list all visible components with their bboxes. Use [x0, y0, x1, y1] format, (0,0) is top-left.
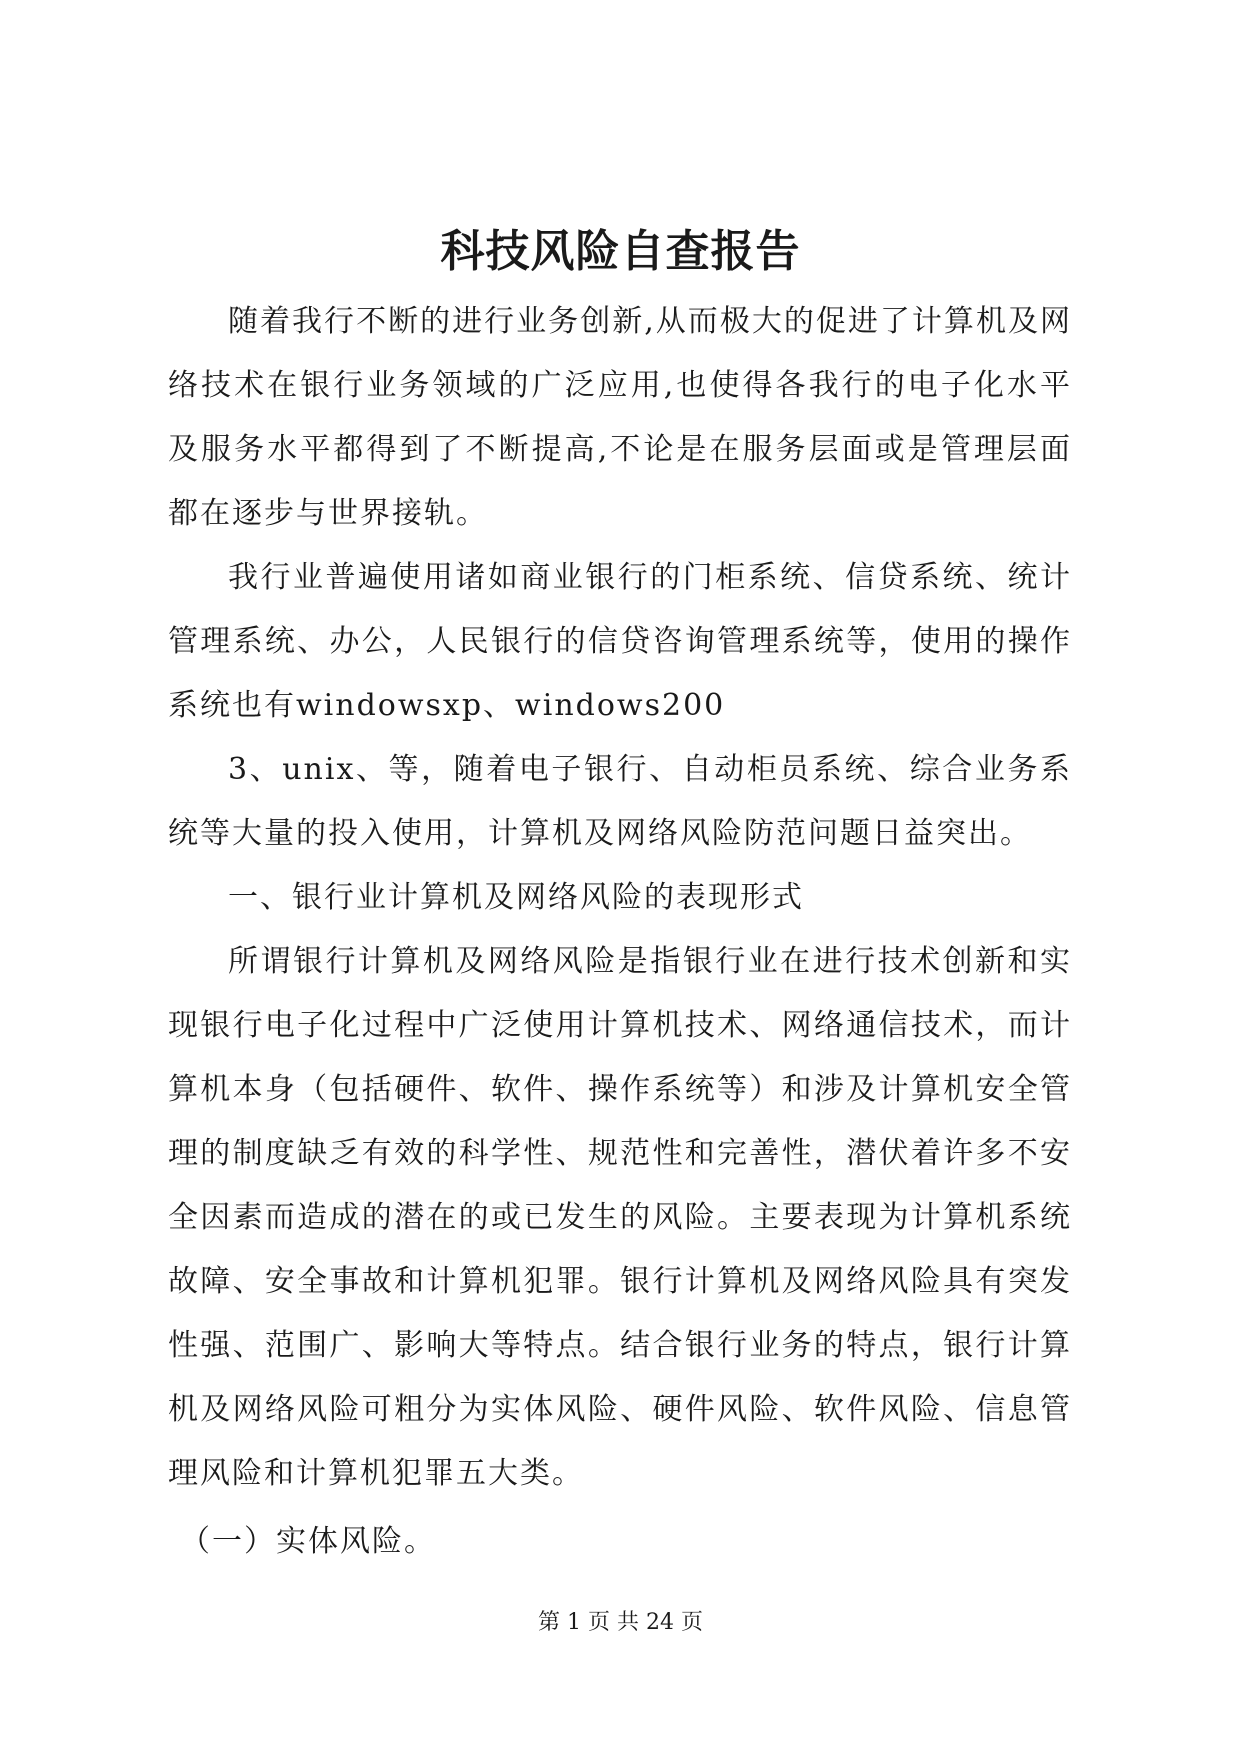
paragraph-1: 随着我行不断的进行业务创新,从而极大的促进了计算机及网络技术在银行业务领域的广泛应用,也使得各我行的电子化水平及服务水平都得到了不断提高,不论是在服务层面或是管理层面都在逐步与世界接轨。: [168, 304, 1072, 531]
document-body: [168, 290, 1072, 1574]
section-heading-1: 一、银行业计算机及网络风险的表现形式: [228, 880, 804, 915]
document-title: 科技风险自查报告: [440, 226, 801, 277]
paragraph-2: 我行业普遍使用诸如商业银行的门柜系统、信贷系统、统计管理系统、办公，人民银行的信贷咨询管理系统等，使用的操作系统也有windowsxp、windows200: [168, 560, 1072, 723]
subsection-heading: （一）实体风险。: [180, 1524, 436, 1559]
paragraph-4: 所谓银行计算机及网络风险是指银行业在进行技术创新和实现银行电子化过程中广泛使用计算机技术、网络通信技术，而计算机本身（包括硬件、软件、操作系统等）和涉及计算机安全管理的制度缺乏有效的科学性、规范性和完善性，潜伏着许多不安全因素而造成的潜在的或已发生的风险。主要表现为计算机系统故障、安全事故和计算机犯罪。银行计算机及网络风险具有突发性强、范围广、影响大等特点。结合银行业务的特点，银行计算机及网络风险可粗分为实体风险、硬件风险、软件风险、信息管理风险和计算机犯罪五大类。: [168, 944, 1072, 1491]
paragraph-3: 3、unix、等，随着电子银行、自动柜员系统、综合业务系统等大量的投入使用，计算机及网络风险防范问题日益突出。: [168, 752, 1072, 851]
page-footer: 第 1 页 共 24 页: [538, 1610, 703, 1635]
